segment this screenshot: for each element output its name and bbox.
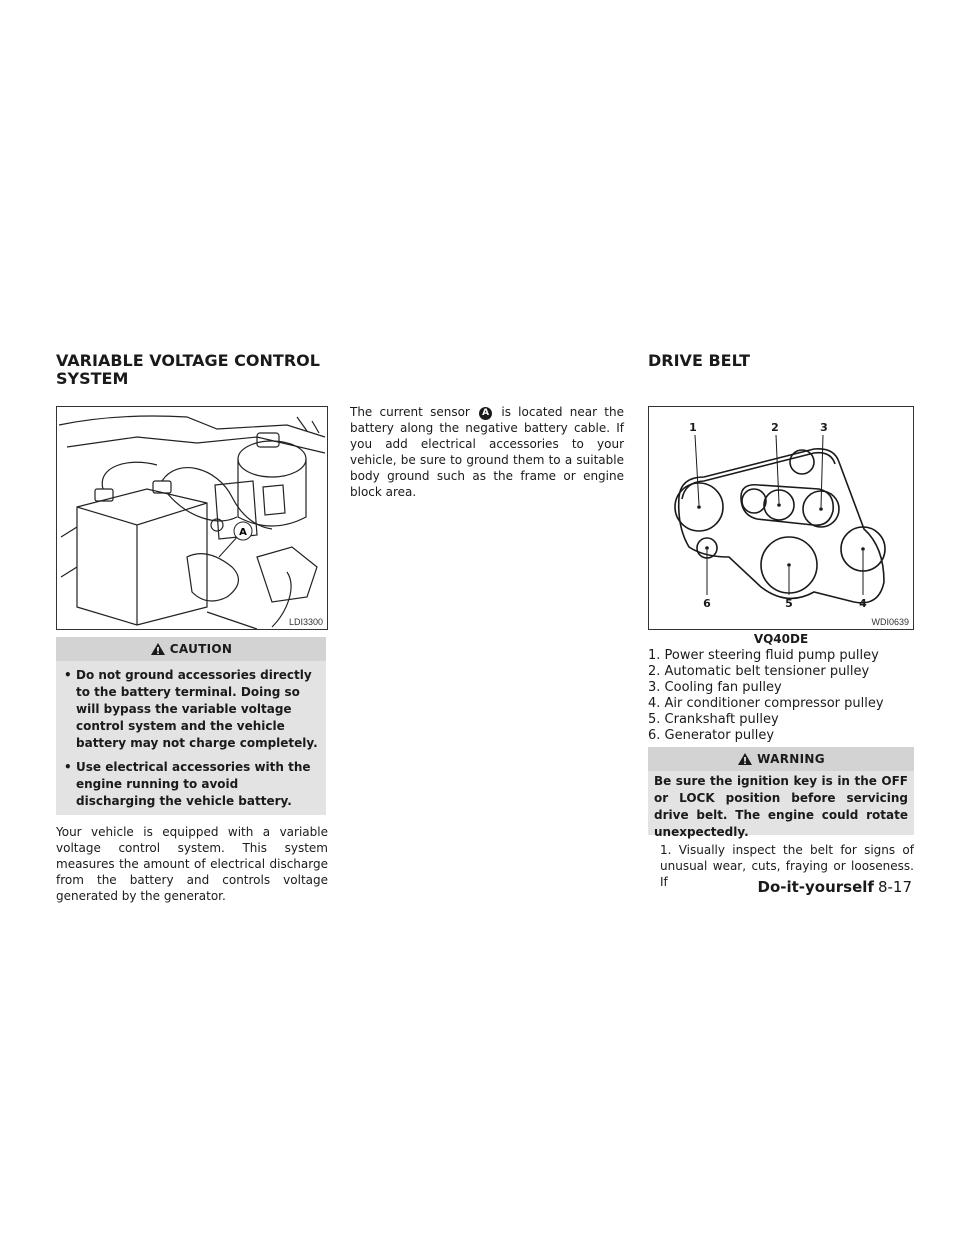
battery-illustration — [56, 406, 328, 630]
figure-caption: VQ40DE — [753, 632, 809, 646]
caution-item-text: Use electrical accessories with the engine running to avoid discharging the vehicle battery. — [76, 760, 311, 808]
variable-voltage-paragraph: Your vehicle is equipped with a variable voltage control system. This system measures the amount of electrical discharge from the battery and controls voltage generated by the generator. — [56, 825, 328, 903]
section-title-variable-voltage — [56, 352, 320, 388]
caution-box — [56, 637, 326, 815]
drive-belt-drawing — [649, 407, 913, 629]
caution-label: CAUTION — [169, 642, 233, 656]
battery-line-drawing — [57, 407, 327, 629]
diagram-label-2: 2 — [771, 421, 779, 434]
callout-a-marker: A — [479, 407, 492, 420]
caution-body — [56, 661, 326, 815]
list-item: 1. Power steering fluid pump pulley — [648, 648, 879, 663]
list-item: 4. Air conditioner compressor pulley — [648, 696, 884, 711]
section-title-line2: SYSTEM — [56, 369, 129, 388]
section-title-drive-belt: DRIVE BELT — [648, 351, 751, 370]
diagram-label-1: 1 — [689, 421, 697, 434]
list-item: 2. Automatic belt tensioner pulley — [648, 664, 870, 679]
step-1-text: 1. Visually inspect the belt for signs of unusual wear, cuts, fraying or looseness. If — [660, 843, 914, 889]
sensor-text-after: is located near the battery along the negative battery cable. If you add electrical accessories to your vehicle, be sure to ground them to a suitable body ground such as the frame or engine block area. — [350, 405, 624, 499]
section-title-line1: VARIABLE VOLTAGE CONTROL — [56, 351, 320, 370]
sensor-text-before: The current sensor — [350, 405, 470, 419]
caution-header — [56, 637, 326, 661]
caution-item: • Use electrical accessories with the engine running to avoid discharging the vehicle battery. — [64, 759, 318, 810]
footer-page-number: 8-17 — [877, 878, 912, 896]
list-item: 5. Crankshaft pulley — [648, 712, 779, 727]
warning-header — [648, 747, 914, 771]
current-sensor-paragraph — [350, 404, 624, 500]
pulley-list — [648, 648, 918, 744]
drive-belt-diagram — [648, 406, 914, 630]
diagram-label-6: 6 — [703, 597, 711, 610]
caution-triangle-icon — [150, 642, 166, 656]
warning-box — [648, 747, 914, 839]
figure-code-ldi3300: LDI3300 — [288, 617, 323, 627]
warning-triangle-icon — [737, 752, 753, 766]
list-item: 6. Generator pulley — [648, 728, 775, 743]
figure-code-wdi0639: WDI0639 — [871, 617, 909, 627]
caution-item: • Do not ground accessories directly to the battery terminal. Doing so will bypass the variable voltage control system and the vehicle battery may not charge completely. — [64, 668, 318, 750]
list-item: 3. Cooling fan pulley — [648, 680, 782, 695]
page-footer — [758, 878, 913, 896]
diagram-label-5: 5 — [785, 597, 793, 610]
diagram-label-4: 4 — [859, 597, 867, 610]
diagram-label-3: 3 — [820, 421, 828, 434]
footer-section: Do-it-yourself — [757, 878, 874, 896]
caution-item-text: Do not ground accessories directly to the battery terminal. Doing so will bypass the variable voltage control system and the vehicle battery may not charge completely. — [76, 668, 318, 750]
warning-body: Be sure the ignition key is in the OFF or LOCK position before servicing drive belt. The engine could rotate unexpectedly. — [648, 771, 914, 835]
callout-a-label: A — [239, 527, 247, 538]
warning-label: WARNING — [757, 752, 825, 766]
